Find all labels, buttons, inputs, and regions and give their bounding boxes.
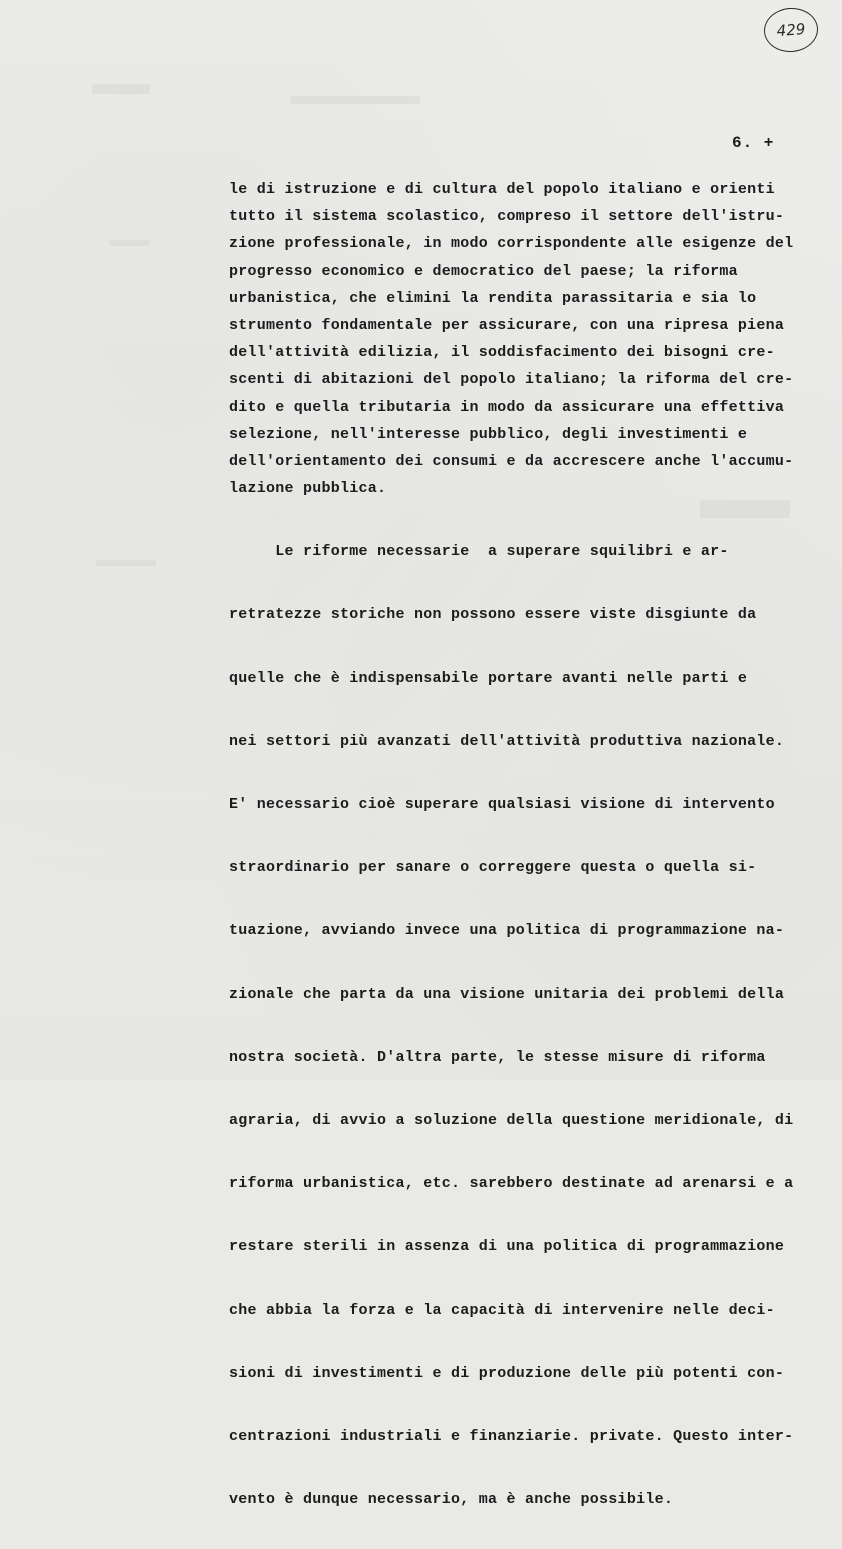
text-line: nei settori più avanzati dell'attività produttiva nazionale. — [229, 732, 785, 750]
text-line: lazione pubblica. — [229, 480, 387, 498]
text-line: tuazione, avviando invece una politica di programmazione na- — [229, 922, 785, 940]
text-line: agraria, di avvio a soluzione della questione meridionale, di — [229, 1111, 794, 1129]
text-line: quelle che è indispensabile portare avanti nelle parti e — [229, 669, 748, 687]
typed-body-text — [229, 176, 829, 1549]
text-line: nostra società. D'altra parte, le stesse misure di riforma — [229, 1048, 766, 1066]
paragraph-1 — [229, 176, 829, 502]
bleedthrough-mark — [96, 560, 156, 566]
text-line: dell'attività edilizia, il soddisfacimento dei bisogni cre- — [229, 344, 775, 362]
page-number: 6. + — [732, 134, 775, 152]
text-line: restare sterili in assenza di una politica di programmazione — [229, 1238, 785, 1256]
bleedthrough-mark — [92, 84, 150, 94]
text-line: dell'orientamento dei consumi e da accrescere anche l'accumu- — [229, 452, 794, 470]
text-line: vento è dunque necessario, ma è anche possibile. — [229, 1491, 674, 1509]
text-line: riforma urbanistica, etc. sarebbero destinate ad arenarsi e a — [229, 1175, 794, 1193]
text-line: straordinario per sanare o correggere questa o quella si- — [229, 859, 757, 877]
text-line: retratezze storiche non possono essere viste disgiunte da — [229, 606, 757, 624]
archive-number-stamp — [763, 6, 820, 54]
paragraph-2 — [229, 502, 829, 1549]
text-line: che abbia la forza e la capacità di intervenire nelle deci- — [229, 1301, 775, 1319]
text-line: tutto il sistema scolastico, compreso il settore dell'istru- — [229, 208, 785, 226]
text-line: zionale che parta da una visione unitaria dei problemi della — [229, 985, 785, 1003]
text-line: le di istruzione e di cultura del popolo italiano e orienti — [229, 181, 775, 198]
text-line: E' necessario cioè superare qualsiasi visione di intervento — [229, 796, 775, 813]
text-line: selezione, nell'interesse pubblico, degli investimenti e — [229, 425, 748, 443]
text-line: strumento fondamentale per assicurare, con una ripresa piena — [229, 316, 785, 334]
text-line: sioni di investimenti e di produzione delle più potenti con- — [229, 1364, 785, 1382]
archive-number: 429 — [776, 20, 806, 40]
text-line: Le riforme necessarie a superare squilibri e ar- — [229, 543, 729, 561]
text-line: zione professionale, in modo corrispondente alle esigenze del — [229, 235, 794, 253]
bleedthrough-mark — [110, 240, 150, 246]
text-line: dito e quella tributaria in modo da assicurare una effettiva — [229, 398, 785, 416]
bleedthrough-mark — [290, 96, 420, 104]
text-line: urbanistica, che elimini la rendita parassitaria e sia lo — [229, 289, 757, 307]
text-line: progresso economico e democratico del paese; la riforma — [229, 262, 738, 280]
text-line: scenti di abitazioni del popolo italiano; la riforma del cre- — [229, 371, 794, 389]
text-line: centrazioni industriali e finanziarie. private. Questo inter- — [229, 1427, 794, 1445]
